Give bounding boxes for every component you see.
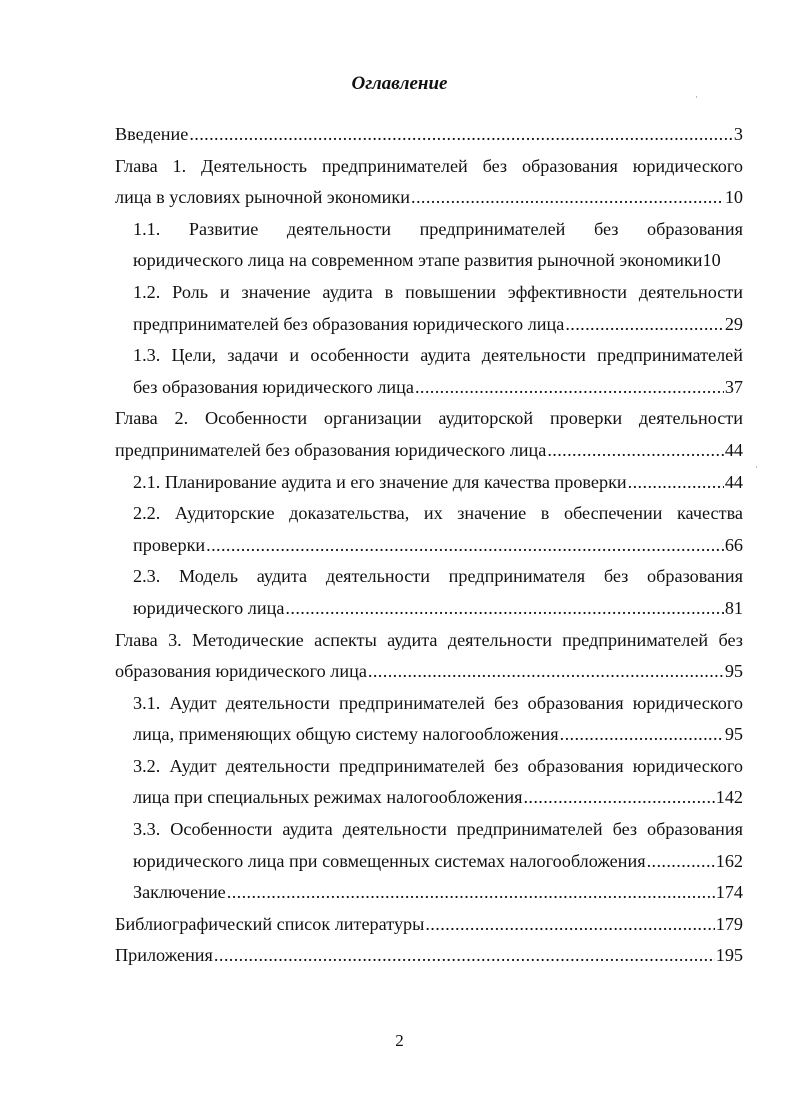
toc-entry-chapter-3[interactable]: Глава 3. Методические аспекты аудита деятельности предпринимателей без (115, 629, 743, 650)
toc-entry-section-1-2[interactable]: 1.2. Роль и значение аудита в повышении эффективности деятельности (133, 281, 743, 302)
leader-dots (227, 877, 715, 909)
toc-page-number: 174 (715, 882, 743, 903)
leader-dots (628, 467, 724, 499)
toc-entry-section-2-2-cont[interactable]: проверки ..... 66 (133, 530, 743, 562)
scan-speck: · (695, 92, 698, 102)
toc-entry-section-2-1[interactable]: 2.1. Планирование аудита и его значение для качества проверки ..... 44 (133, 467, 743, 499)
toc-entry-chapter-1[interactable]: Глава 1. Деятельность предпринимателей без образования юридического (115, 155, 743, 176)
toc-page-number: 37 (724, 376, 743, 397)
leader-dots (560, 719, 724, 751)
leader-dots (214, 940, 715, 972)
scan-speck: · (755, 462, 758, 472)
leader-dots (206, 530, 724, 562)
toc-entry-conclusion[interactable]: Заключение ..... 174 (133, 877, 743, 909)
leader-dots (189, 119, 733, 151)
leader-dots (415, 372, 724, 404)
toc-entry-section-2-3-cont[interactable]: юридического лица ..... 81 (133, 593, 743, 625)
leader-dots (411, 182, 724, 214)
toc-entry-section-1-3-cont[interactable]: без образования юридического лица ..... 37 (133, 372, 743, 404)
page-number: 2 (395, 1031, 404, 1050)
toc-page-number: 44 (724, 471, 743, 492)
toc-entry-section-1-1-cont[interactable]: юридического лица на современном этапе развития рыночной экономики 10 (133, 245, 743, 277)
toc-entry-section-3-3[interactable]: 3.3. Особенности аудита деятельности предпринимателей без образования (133, 819, 743, 840)
toc-entry-section-1-1[interactable]: 1.1. Развитие деятельности предпринимателей без образования (133, 218, 743, 239)
toc-page-number: 3 (733, 124, 743, 144)
toc-page-number: 29 (724, 313, 743, 334)
toc-entry-section-3-1-cont[interactable]: лица, применяющих общую систему налогообложения ..... 95 (133, 719, 743, 751)
toc-entry-chapter-2-cont[interactable]: предпринимателей без образования юридического лица ..... 44 (115, 435, 743, 467)
toc-entry-section-3-2-cont[interactable]: лица при специальных режимах налогообложения ..... 142 (133, 782, 743, 814)
toc-entry-section-2-2[interactable]: 2.2. Аудиторские доказательства, их значение в обеспечении качества (133, 503, 743, 524)
toc-title: Оглавление (351, 73, 448, 94)
toc-page-number: 44 (724, 439, 743, 460)
leader-dots (368, 656, 724, 688)
toc-entry-section-3-3-cont[interactable]: юридического лица при совмещенных системах налогообложения ..... 162 (133, 846, 743, 878)
toc-entry-appendices[interactable]: Приложения ..... 195 (115, 940, 743, 972)
toc-entry-chapter-2[interactable]: Глава 2. Особенности организации аудиторской проверки деятельности (115, 408, 743, 429)
toc-page-number: 162 (715, 850, 743, 871)
toc-page-number: 10 (702, 250, 721, 271)
toc-page-number: 95 (724, 724, 743, 745)
toc-entry-section-1-2-cont[interactable]: предпринимателей без образования юридического лица ..... 29 (133, 309, 743, 341)
toc-page-number: 10 (724, 187, 743, 208)
toc-entry-chapter-1-cont[interactable]: лица в условиях рыночной экономики ..... 10 (115, 182, 743, 214)
toc-page-number: 195 (715, 945, 743, 966)
toc-page-number: 142 (715, 787, 743, 808)
toc-entry-section-3-1[interactable]: 3.1. Аудит деятельности предпринимателей без образования юридического (133, 692, 743, 713)
toc-page-number: 179 (715, 913, 743, 934)
toc-page-number: 66 (724, 534, 743, 555)
toc-entry-section-3-2[interactable]: 3.2. Аудит деятельности предпринимателей без образования юридического (133, 755, 743, 776)
leader-dots (285, 593, 723, 625)
leader-dots (425, 909, 714, 941)
toc-entry-chapter-3-cont[interactable]: образования юридического лица ..... 95 (115, 656, 743, 688)
toc-entry-introduction[interactable]: Введение ..... 3 (115, 119, 743, 151)
toc-entry-bibliography[interactable]: Библиографический список литературы ..... 179 (115, 909, 743, 941)
toc-page-number: 95 (724, 661, 743, 682)
leader-dots (547, 435, 724, 467)
toc-page-number: 81 (724, 597, 743, 618)
toc-entry-section-2-3[interactable]: 2.3. Модель аудита деятельности предпринимателя без образования (133, 566, 743, 587)
leader-dots (565, 309, 724, 341)
toc-entry-section-1-3[interactable]: 1.3. Цели, задачи и особенности аудита деятельности предпринимателей (133, 345, 743, 366)
table-of-contents (115, 119, 743, 972)
leader-dots (647, 846, 715, 878)
leader-dots (523, 782, 714, 814)
